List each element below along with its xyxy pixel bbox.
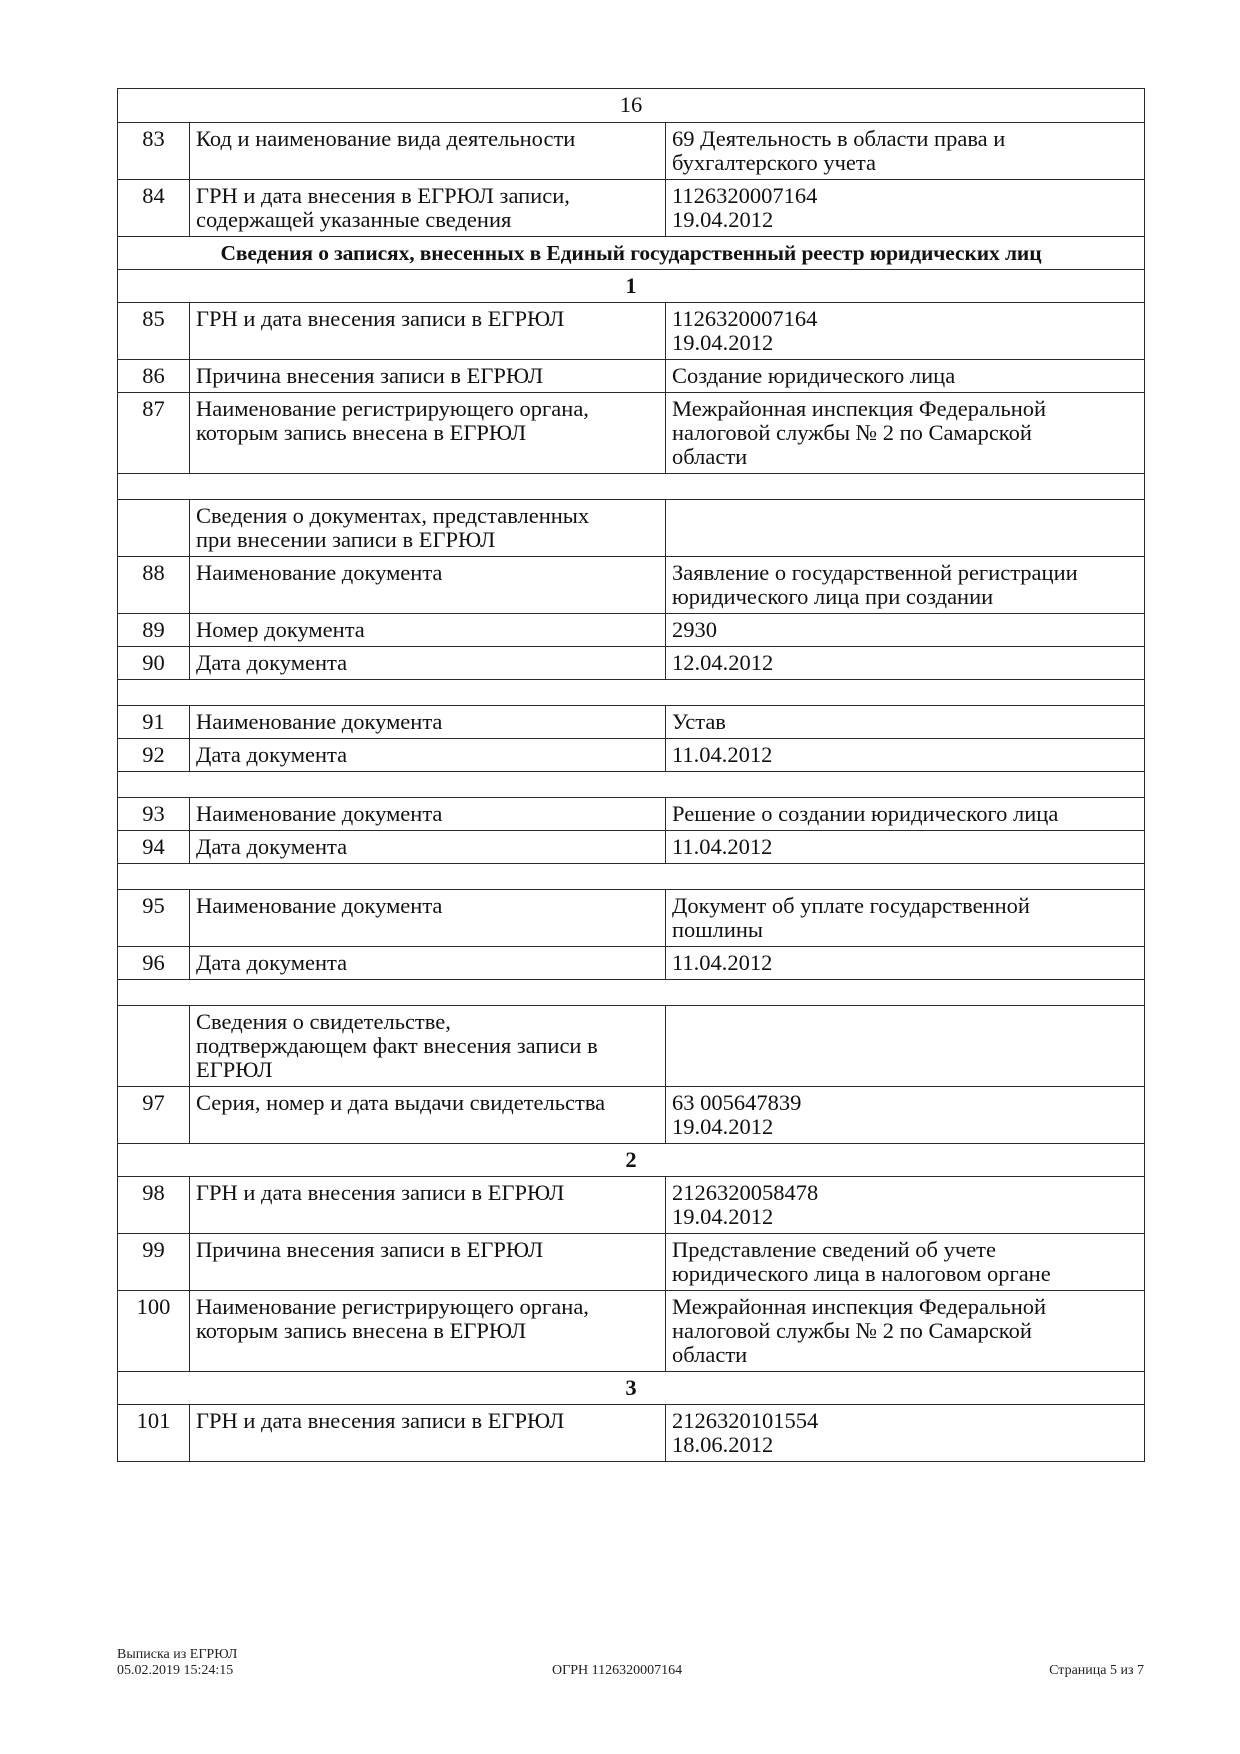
field-label: Серия, номер и дата выдачи свидетельства bbox=[190, 1087, 666, 1144]
spacer-row bbox=[118, 680, 1145, 706]
spacer-row bbox=[118, 864, 1145, 890]
field-label: Наименование документа bbox=[190, 798, 666, 831]
table-row bbox=[118, 123, 1145, 180]
table-row bbox=[118, 180, 1145, 237]
field-value: 1126320007164 19.04.2012 bbox=[666, 180, 1145, 237]
row-number: 94 bbox=[118, 831, 190, 864]
row-number: 96 bbox=[118, 947, 190, 980]
row-number: 85 bbox=[118, 303, 190, 360]
field-value: Заявление о государственной регистрации юридического лица при создании bbox=[666, 557, 1145, 614]
spacer-cell bbox=[118, 864, 1145, 890]
table-row bbox=[118, 1234, 1145, 1291]
spacer-cell bbox=[118, 474, 1145, 500]
field-value: 2126320101554 18.06.2012 bbox=[666, 1405, 1145, 1462]
row-number: 86 bbox=[118, 360, 190, 393]
row-number: 87 bbox=[118, 393, 190, 474]
table-row bbox=[118, 360, 1145, 393]
footer-extract-datetime: 05.02.2019 15:24:15 bbox=[117, 1663, 234, 1678]
field-value: 69 Деятельность в области права и бухгалтерского учета bbox=[666, 123, 1145, 180]
field-value: Решение о создании юридического лица bbox=[666, 798, 1145, 831]
field-label: Причина внесения записи в ЕГРЮЛ bbox=[190, 360, 666, 393]
field-label: ГРН и дата внесения записи в ЕГРЮЛ bbox=[190, 303, 666, 360]
page-number: 16 bbox=[118, 89, 1145, 123]
field-label: Сведения о документах, представленных при внесении записи в ЕГРЮЛ bbox=[190, 500, 666, 557]
field-value: 63 005647839 19.04.2012 bbox=[666, 1087, 1145, 1144]
field-value: 1126320007164 19.04.2012 bbox=[666, 303, 1145, 360]
row-number: 88 bbox=[118, 557, 190, 614]
table-row bbox=[118, 393, 1145, 474]
row-number: 83 bbox=[118, 123, 190, 180]
field-value: 11.04.2012 bbox=[666, 947, 1145, 980]
row-number: 84 bbox=[118, 180, 190, 237]
field-value: 11.04.2012 bbox=[666, 739, 1145, 772]
field-value: 2930 bbox=[666, 614, 1145, 647]
table-row bbox=[118, 890, 1145, 947]
table-row bbox=[118, 647, 1145, 680]
row-number: 99 bbox=[118, 1234, 190, 1291]
field-label: Дата документа bbox=[190, 831, 666, 864]
record-group-number: 2 bbox=[118, 1144, 1145, 1177]
table-row bbox=[118, 1087, 1145, 1144]
row-number: 91 bbox=[118, 706, 190, 739]
spacer-cell bbox=[118, 772, 1145, 798]
record-group-number: 3 bbox=[118, 1372, 1145, 1405]
record-group-row bbox=[118, 270, 1145, 303]
field-label: Наименование документа bbox=[190, 557, 666, 614]
spacer-cell bbox=[118, 980, 1145, 1006]
table-row bbox=[118, 947, 1145, 980]
field-label: Дата документа bbox=[190, 647, 666, 680]
field-value: 2126320058478 19.04.2012 bbox=[666, 1177, 1145, 1234]
field-label: ГРН и дата внесения в ЕГРЮЛ записи, содержащей указанные сведения bbox=[190, 180, 666, 237]
footer-extract-title: Выписка из ЕГРЮЛ bbox=[117, 1647, 238, 1662]
table-row bbox=[118, 1291, 1145, 1372]
field-value: Документ об уплате государственной пошлины bbox=[666, 890, 1145, 947]
field-label: ГРН и дата внесения записи в ЕГРЮЛ bbox=[190, 1405, 666, 1462]
row-number: 92 bbox=[118, 739, 190, 772]
row-number bbox=[118, 1006, 190, 1087]
row-number: 89 bbox=[118, 614, 190, 647]
table-row bbox=[118, 831, 1145, 864]
field-label: Дата документа bbox=[190, 947, 666, 980]
row-number: 95 bbox=[118, 890, 190, 947]
table-row bbox=[118, 614, 1145, 647]
field-value: Устав bbox=[666, 706, 1145, 739]
table-row bbox=[118, 1405, 1145, 1462]
row-number: 100 bbox=[118, 1291, 190, 1372]
table-row bbox=[118, 1177, 1145, 1234]
field-value: 11.04.2012 bbox=[666, 831, 1145, 864]
field-label: ГРН и дата внесения записи в ЕГРЮЛ bbox=[190, 1177, 666, 1234]
spacer-row bbox=[118, 980, 1145, 1006]
row-number: 101 bbox=[118, 1405, 190, 1462]
table-row bbox=[118, 557, 1145, 614]
record-group-number: 1 bbox=[118, 270, 1145, 303]
record-group-row bbox=[118, 1144, 1145, 1177]
table-row bbox=[118, 500, 1145, 557]
table-row bbox=[118, 798, 1145, 831]
row-number: 97 bbox=[118, 1087, 190, 1144]
field-value: Представление сведений об учете юридического лица в налоговом органе bbox=[666, 1234, 1145, 1291]
field-label: Наименование регистрирующего органа, которым запись внесена в ЕГРЮЛ bbox=[190, 1291, 666, 1372]
footer-page-counter: Страница 5 из 7 bbox=[1049, 1663, 1144, 1678]
field-value: Межрайонная инспекция Федеральной налоговой службы № 2 по Самарской области bbox=[666, 1291, 1145, 1372]
field-label: Сведения о свидетельстве, подтверждающем факт внесения записи в ЕГРЮЛ bbox=[190, 1006, 666, 1087]
page-number-row bbox=[118, 89, 1145, 123]
field-label: Наименование регистрирующего органа, которым запись внесена в ЕГРЮЛ bbox=[190, 393, 666, 474]
egrul-extract-table bbox=[117, 88, 1145, 1462]
table-row bbox=[118, 739, 1145, 772]
spacer-cell bbox=[118, 680, 1145, 706]
field-label: Код и наименование вида деятельности bbox=[190, 123, 666, 180]
footer-ogrn: ОГРН 1126320007164 bbox=[552, 1663, 683, 1678]
record-group-row bbox=[118, 1372, 1145, 1405]
field-value bbox=[666, 1006, 1145, 1087]
table-row bbox=[118, 1006, 1145, 1087]
field-label: Дата документа bbox=[190, 739, 666, 772]
section-heading-row bbox=[118, 237, 1145, 270]
row-number bbox=[118, 500, 190, 557]
table-row bbox=[118, 706, 1145, 739]
field-value: 12.04.2012 bbox=[666, 647, 1145, 680]
field-label: Наименование документа bbox=[190, 890, 666, 947]
field-label: Наименование документа bbox=[190, 706, 666, 739]
spacer-row bbox=[118, 772, 1145, 798]
spacer-row bbox=[118, 474, 1145, 500]
field-value: Создание юридического лица bbox=[666, 360, 1145, 393]
field-label: Причина внесения записи в ЕГРЮЛ bbox=[190, 1234, 666, 1291]
row-number: 98 bbox=[118, 1177, 190, 1234]
section-heading: Сведения о записях, внесенных в Единый государственный реестр юридических лиц bbox=[118, 237, 1145, 270]
field-value bbox=[666, 500, 1145, 557]
row-number: 90 bbox=[118, 647, 190, 680]
field-value: Межрайонная инспекция Федеральной налоговой службы № 2 по Самарской области bbox=[666, 393, 1145, 474]
row-number: 93 bbox=[118, 798, 190, 831]
table-row bbox=[118, 303, 1145, 360]
field-label: Номер документа bbox=[190, 614, 666, 647]
footer-extract-info bbox=[117, 1647, 237, 1679]
